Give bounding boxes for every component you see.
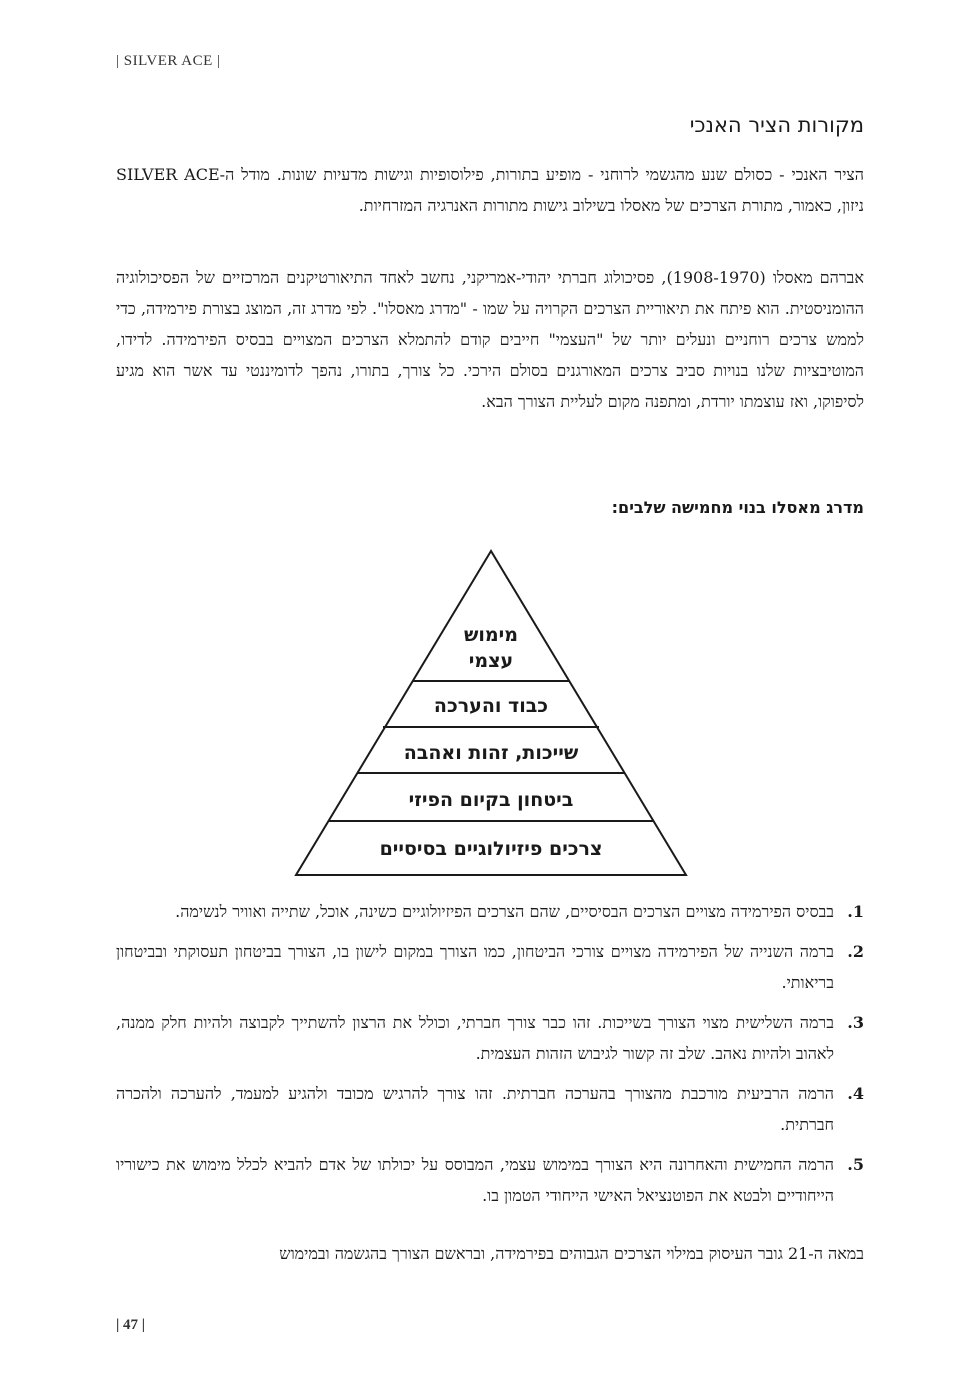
pyramid-level-2: ביטחון בקיום הפיזי — [408, 789, 574, 811]
list-item — [116, 1078, 864, 1140]
list-item-text: ברמה השלישית מצוי הצורך בשייכות. זהו כבר צורך חברתי, וכולל את הרצון להשתייך לקבוצה ולהיות חלק ממנה, לאהוב ולהיות נאהב. שלב זה קשור לגיבוש הזהות העצמית. — [116, 1013, 834, 1063]
list-number: 5. — [847, 1155, 864, 1174]
list-item-text: בבסיס הפירמידה מצויים הצרכים הבסיסיים, שהם הצרכים הפיזיולוגיים כשינה, אוכל, שתייה ואוויר לנשימה. — [175, 902, 834, 921]
paragraph-intro: הציר האנכי - כסולם שנע מהגשמי לרוחני - מופיע בתורות, פילוסופיות וגישות מדעיות שונות. מודל ה-SILVER ACE ניזון, כאמור, מתורת הצרכים של מאסלו בשילוב גישות מתורות האנרגיה המזרחיות. — [116, 165, 864, 215]
list-number: 3. — [847, 1013, 864, 1032]
paragraph-closing: במאה ה-21 גובר העיסוק במילוי הצרכים הגבוהים בפירמידה, ובראשם הצורך בהגשמה ובמימוש — [279, 1244, 864, 1263]
page-number: | 47 | — [116, 1317, 146, 1333]
running-header: | SILVER ACE | — [116, 53, 221, 69]
pyramid-level-5-line2: עצמי — [468, 650, 514, 672]
section-title: מקורות הציר האנכי — [689, 113, 864, 137]
list-item-text: ברמה השנייה של הפירמידה מצויים צורכי הביטחון, כמו הצורך במקום לישון בו, הצורך בביטחון תעסוקתי ובביטחון בריאותי. — [116, 942, 834, 992]
list-number: 4. — [847, 1084, 864, 1103]
list-item — [116, 1149, 864, 1211]
list-item-text: הרמה הרביעית מורכבת מהצורך בהערכה חברתית. זהו צורך להרגיש מכובד ולהגיע למעמד, להערכה ולהכרה חברתית. — [116, 1084, 834, 1134]
list-number: 2. — [847, 942, 864, 961]
list-item — [116, 1007, 864, 1069]
list-item — [116, 896, 864, 927]
pyramid-level-3: שייכות, זהות ואהבה — [403, 742, 579, 764]
pyramid-level-4: כבוד והערכה — [433, 695, 549, 717]
needs-list — [116, 896, 864, 1220]
list-item-text: הרמה החמישית והאחרונה היא הצורך במימוש עצמי, המבוסס על יכולתו של אדם להביא לכלל מימוש את כישוריו הייחודיים ולבטא את הפוטנציאל האישי הייחודי הטמון בו. — [116, 1155, 834, 1205]
list-item — [116, 936, 864, 998]
list-number: 1. — [847, 902, 864, 921]
pyramid-level-5-line1: מימוש — [463, 624, 519, 646]
pyramid-level-1: צרכים פיזיולוגיים בסיסיים — [379, 838, 603, 860]
paragraph-maslow: אברהם מאסלו (1908-1970), פסיכולוג חברתי יהודי-אמריקני, נחשב לאחד התיאורטיקנים המרכזיים של הפסיכולוגיה ההומניסטית. הוא פיתח את תיאוריית הצרכים הקרויה על שמו - "מדרג מאסלו". לפי מדרג זה, המוצג בצורת פירמידה, כדי לממש צרכים רוחניים ונעלים יותר של "העצמי" חייבים קודם להתמלא הצרכים המצויים בבסיס הפירמידה. לדידו, המוטיבציות שלנו בנויות סביב צרכים המאורגנים בסולם הירכי. כל צורך, בתורו, נהפך לדומיננטי עד אשר הוא מגיע לסיפוקו, ואז עוצמתו יורדת, ומתפנה מקום לעליית הצורך הבא. — [116, 268, 864, 411]
pyramid-title: מדרג מאסלו בנוי מחמישה שלבים: — [611, 498, 864, 517]
